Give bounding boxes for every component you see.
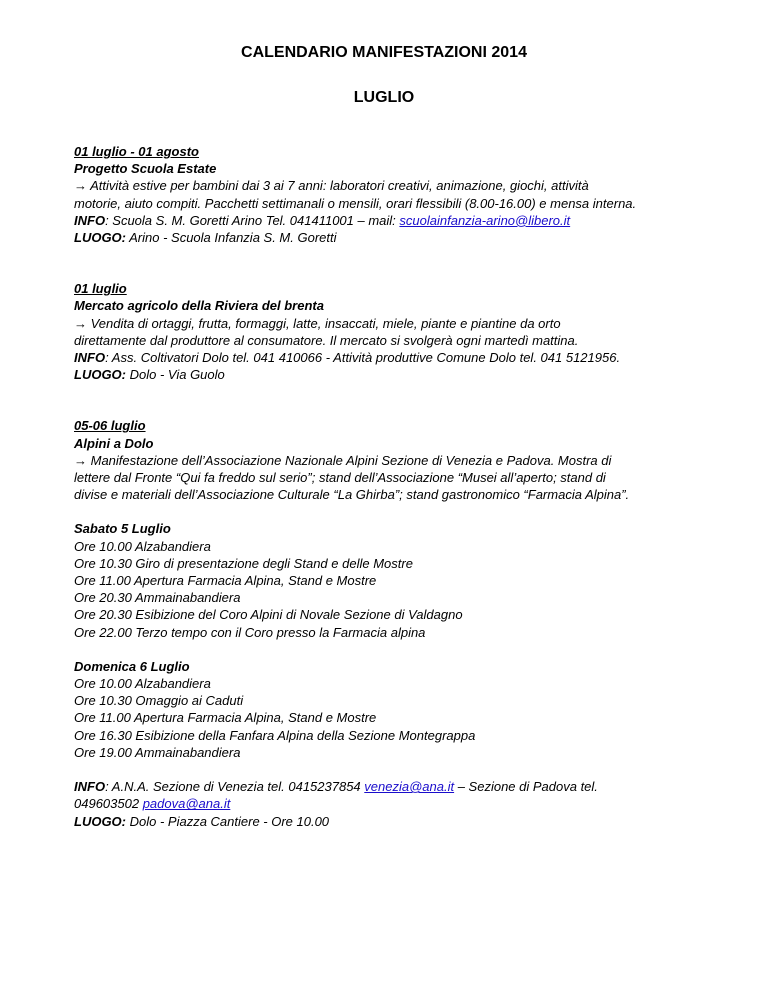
schedule-item: Ore 16.30 Esibizione della Fanfara Alpina della Sezione Montegrappa bbox=[74, 727, 476, 743]
event-place bbox=[74, 813, 714, 830]
place-label: LUOGO: bbox=[74, 230, 126, 246]
event-info-continued bbox=[74, 795, 714, 812]
info-label: INFO bbox=[74, 779, 106, 795]
event-date: 05-06 luglio bbox=[74, 418, 146, 434]
place-text: Dolo - Via Guolo bbox=[126, 367, 225, 383]
info-text: : Scuola S. M. Goretti Arino Tel. 041411001 – mail: bbox=[105, 212, 400, 228]
event-description-line: → Vendita di ortaggi, frutta, formaggi, latte, insaccati, miele, piante e piantine da orto bbox=[74, 315, 561, 331]
info-text: : Ass. Coltivatori Dolo tel. 041 410066 - Attività produttive Comune Dolo tel. 041 5121956. bbox=[105, 350, 621, 366]
schedule-item: Ore 10.00 Alzabandiera bbox=[74, 538, 211, 554]
email-link[interactable]: padova@ana.it bbox=[142, 796, 231, 812]
day-schedule-saturday bbox=[74, 520, 714, 640]
schedule-item: Ore 19.00 Ammainabandiera bbox=[74, 744, 241, 760]
event-info bbox=[74, 778, 714, 795]
event-description-line: motorie, aiuto compiti. Pacchetti settimanali o mensili, orari flessibili (8.00-16.00) e mensa interna. bbox=[74, 195, 637, 211]
place-label: LUOGO: bbox=[74, 367, 126, 383]
event-description-line: lettere dal Fronte “Qui fa freddo sul serio”; stand dell’Associazione “Musei all’aperto; stand di bbox=[74, 470, 606, 486]
schedule-item: Ore 11.00 Apertura Farmacia Alpina, Stand e Mostre bbox=[74, 710, 377, 726]
place-text: Dolo - Piazza Cantiere - Ore 10.00 bbox=[126, 813, 330, 829]
schedule-item: Ore 10.30 Giro di presentazione degli Stand e delle Mostre bbox=[74, 555, 413, 571]
schedule-item: Ore 10.30 Omaggio ai Caduti bbox=[74, 693, 244, 709]
schedule-item: Ore 10.00 Alzabandiera bbox=[74, 676, 211, 692]
event-info bbox=[74, 212, 714, 229]
event-title: Alpini a Dolo bbox=[74, 435, 154, 451]
day-title: Domenica 6 Luglio bbox=[74, 658, 190, 674]
event-title: Progetto Scuola Estate bbox=[74, 161, 217, 177]
events-list bbox=[74, 143, 714, 830]
info-text: – Sezione di Padova tel. bbox=[454, 779, 598, 795]
document-title: CALENDARIO MANIFESTAZIONI 2014 bbox=[241, 44, 527, 61]
info-label: INFO bbox=[74, 212, 106, 228]
event-description-line: → Attività estive per bambini dai 3 ai 7 anni: laboratori creativi, animazione, giochi, attività bbox=[74, 178, 589, 194]
event-description-line: direttamente dal produttore al consumatore. Il mercato si svolgerà ogni martedì mattina. bbox=[74, 332, 579, 348]
schedule-item: Ore 20.30 Esibizione del Coro Alpini di Novale Sezione di Valdagno bbox=[74, 607, 463, 623]
event-description-line: divise e materiali dell’Associazione Culturale “La Ghirba”; stand gastronomico “Farmacia Alpina”. bbox=[74, 487, 630, 503]
place-label: LUOGO: bbox=[74, 813, 126, 829]
event-place bbox=[74, 366, 714, 383]
event-scuola-estate bbox=[74, 143, 714, 246]
event-mercato-agricolo bbox=[74, 280, 714, 383]
event-info bbox=[74, 349, 714, 366]
schedule-item: Ore 22.00 Terzo tempo con il Coro presso la Farmacia alpina bbox=[74, 624, 426, 640]
place-text: Arino - Scuola Infanzia S. M. Goretti bbox=[126, 230, 337, 246]
email-link[interactable]: venezia@ana.it bbox=[364, 779, 455, 795]
info-label: INFO bbox=[74, 350, 106, 366]
info-text: : A.N.A. Sezione di Venezia tel. 0415237854 bbox=[105, 779, 365, 795]
event-title: Mercato agricolo della Riviera del brenta bbox=[74, 298, 324, 314]
schedule-item: Ore 20.30 Ammainabandiera bbox=[74, 590, 241, 606]
info-text: 049603502 bbox=[74, 796, 143, 812]
email-link[interactable]: scuolainfanzia-arino@libero.it bbox=[399, 212, 571, 228]
event-description-line: → Manifestazione dell’Associazione Nazionale Alpini Sezione di Venezia e Padova. Mostra di bbox=[74, 452, 612, 468]
month-heading: LUGLIO bbox=[353, 89, 415, 106]
event-alpini-a-dolo bbox=[74, 417, 714, 829]
day-title: Sabato 5 Luglio bbox=[74, 521, 171, 537]
day-schedule-sunday bbox=[74, 658, 714, 761]
event-place bbox=[74, 229, 714, 246]
event-date: 01 luglio bbox=[74, 281, 127, 297]
schedule-item: Ore 11.00 Apertura Farmacia Alpina, Stand e Mostre bbox=[74, 573, 377, 589]
event-date: 01 luglio - 01 agosto bbox=[74, 144, 199, 159]
